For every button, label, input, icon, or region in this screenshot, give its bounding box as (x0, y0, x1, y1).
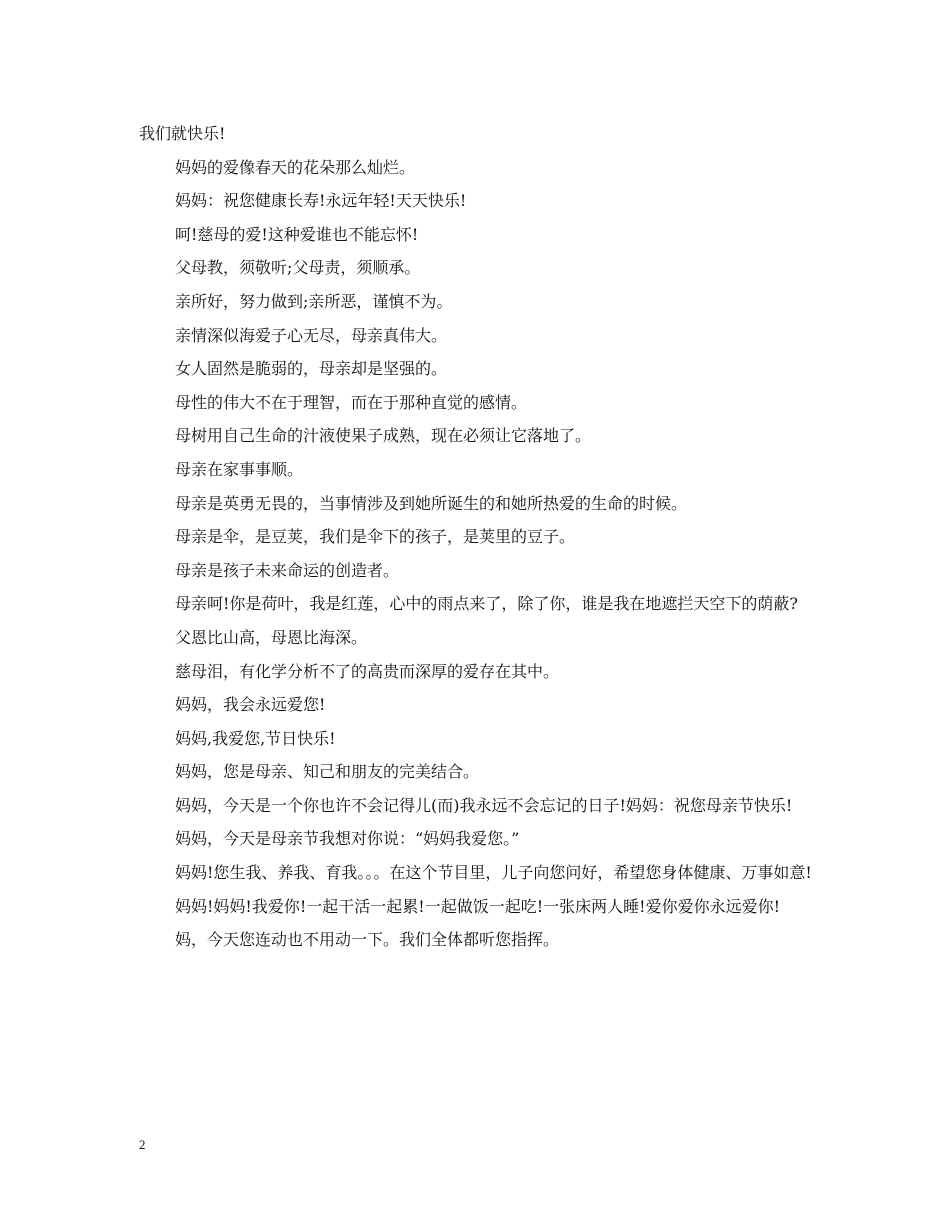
paragraph: 妈，今天您连动也不用动一下。我们全体都听您指挥。 (175, 930, 560, 950)
paragraph: 妈妈的爱像春天的花朵那么灿烂。 (175, 157, 416, 177)
paragraph: 母性的伟大不在于理智，而在于那种直觉的感情。 (175, 392, 528, 412)
paragraph: 母亲呵!你是荷叶，我是红莲，心中的雨点来了，除了你，谁是我在地遮拦天空下的荫蔽? (175, 594, 799, 614)
paragraph: 呵!慈母的爱!这种爱谁也不能忘怀! (175, 224, 419, 244)
paragraph: 妈妈：祝您健康长寿!永远年轻!天天快乐! (175, 191, 467, 211)
paragraph: 妈妈,我爱您,节日快乐! (175, 728, 336, 748)
paragraph: 母亲是伞，是豆荚，我们是伞下的孩子，是荚里的豆子。 (175, 527, 576, 547)
paragraph: 母亲是英勇无畏的，当事情涉及到她所诞生的和她所热爱的生命的时候。 (175, 493, 688, 513)
paragraph: 母亲在家事事顺。 (175, 459, 304, 479)
paragraph: 妈妈，您是母亲、知己和朋友的完美结合。 (175, 762, 480, 782)
paragraph: 父母教，须敬听;父母责，须顺承。 (175, 258, 421, 278)
document-body (139, 117, 814, 957)
paragraph: 亲所好，努力做到;亲所恶，谨慎不为。 (175, 291, 453, 311)
paragraph: 我们就快乐! (139, 124, 226, 143)
paragraph: 女人固然是脆弱的，母亲却是坚强的。 (175, 359, 448, 379)
paragraph: 母树用自己生命的汁液使果子成熟，现在必须让它落地了。 (175, 426, 592, 446)
paragraph: 亲情深似海爱子心无尽，母亲真伟大。 (175, 325, 448, 345)
page-number: 2 (139, 1137, 146, 1152)
paragraph: 妈妈，我会永远爱您! (175, 695, 326, 715)
paragraph: 妈妈!妈妈!我爱你!一起干活一起累!一起做饭一起吃!一张床两人睡!爱你爱你永远爱你! (175, 896, 781, 916)
paragraph: 母亲是孩子未来命运的创造者。 (175, 560, 400, 580)
paragraph: 妈妈，今天是一个你也许不会记得儿(而)我永远不会忘记的日子!妈妈：祝您母亲节快乐! (175, 795, 793, 815)
paragraph: 妈妈，今天是母亲节我想对你说：“妈妈我爱您。” (175, 829, 520, 849)
paragraph: 慈母泪，有化学分析不了的高贵而深厚的爱存在其中。 (175, 661, 560, 681)
paragraph: 妈妈!您生我、养我、育我。。。在这个节目里，儿子向您问好，希望您身体健康、万事如意! (175, 863, 812, 883)
paragraph: 父恩比山高，母恩比海深。 (175, 627, 368, 647)
